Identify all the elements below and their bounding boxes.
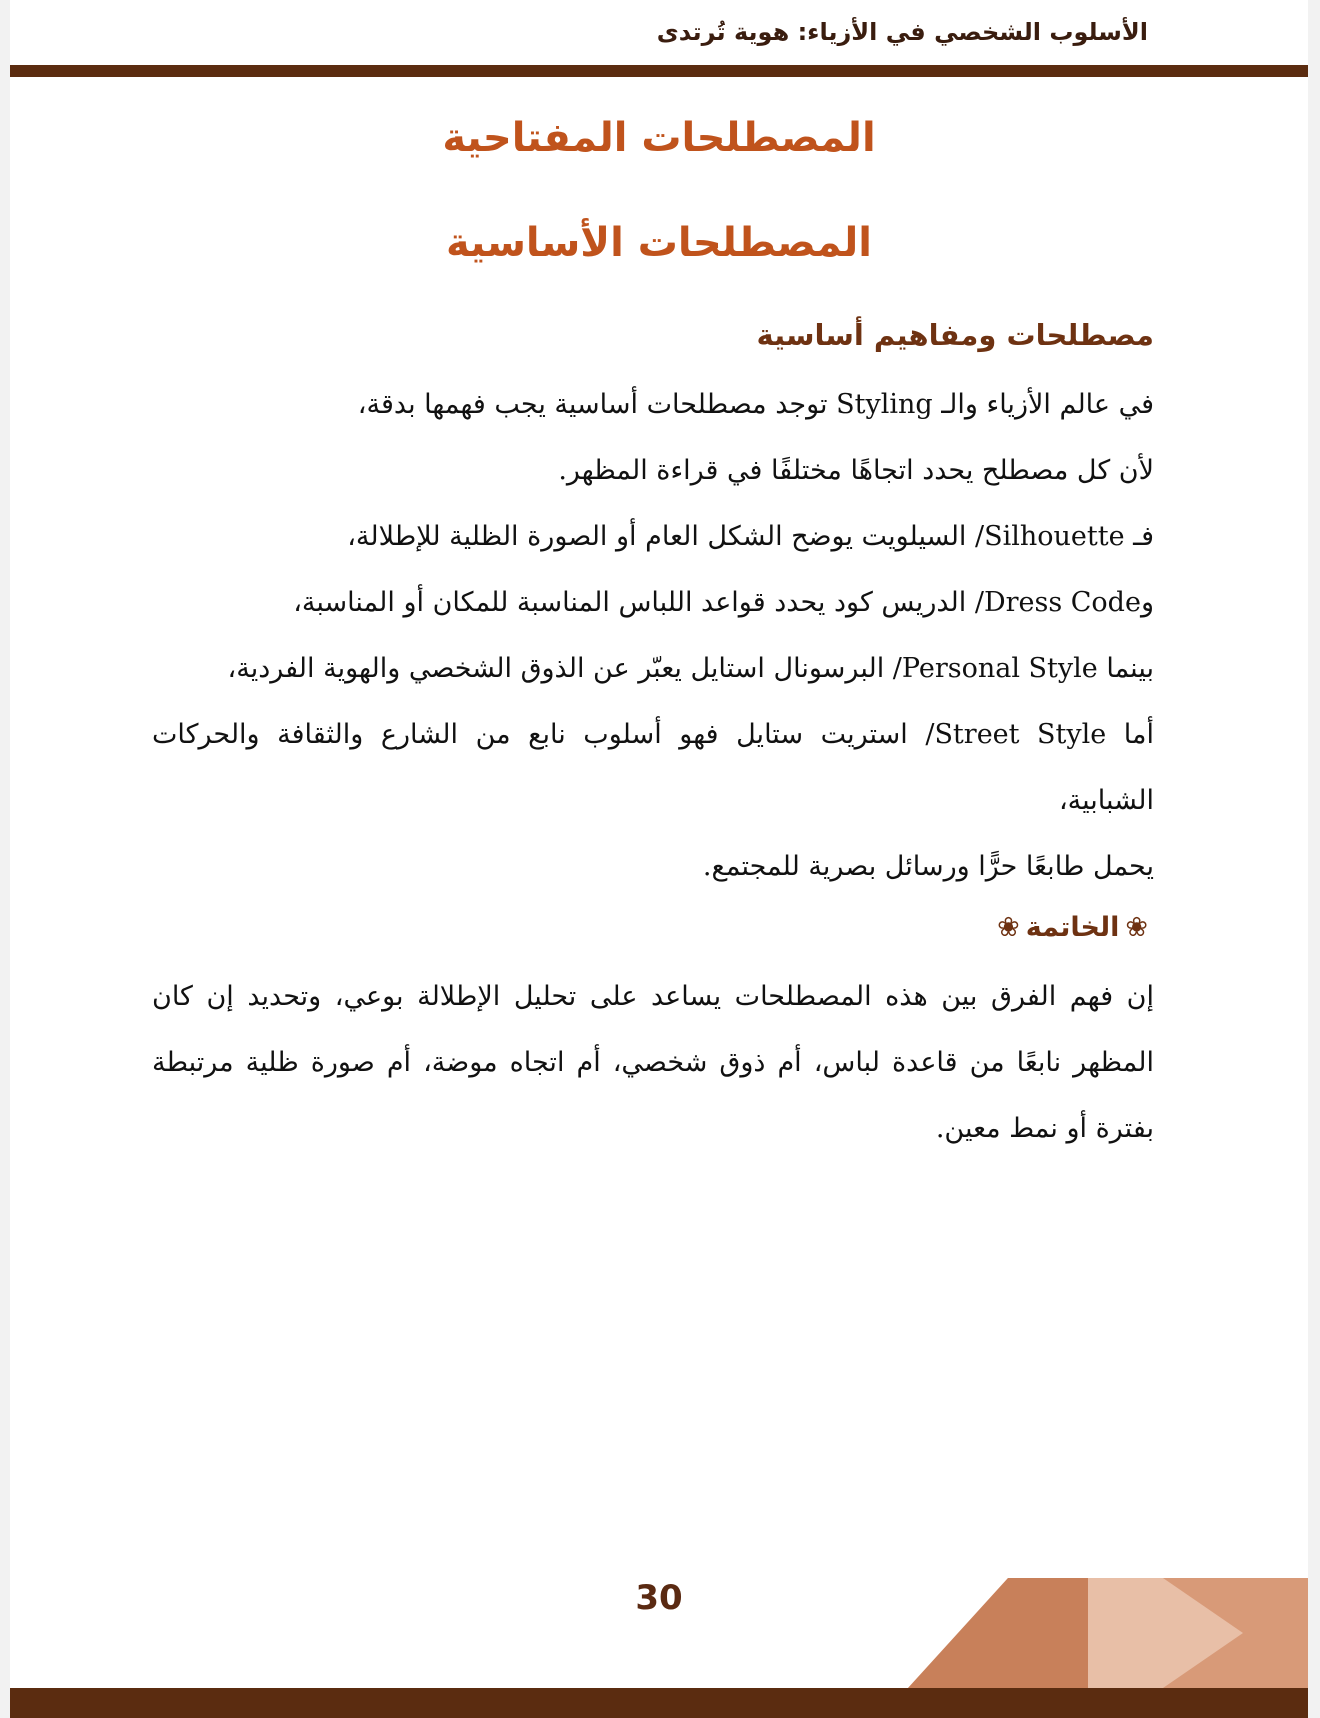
page-number: 30 [635, 1578, 683, 1618]
header-rule [10, 65, 1308, 77]
page-subtitle: المصطلحات الأساسية [446, 220, 872, 266]
paragraph-line: بينما Personal Style/ البرسونال استايل يعبّر عن الذوق الشخصي والهوية الفردية، [227, 653, 1154, 684]
running-header-title: الأسلوب الشخصي في الأزياء: هوية تُرتدى [656, 18, 1148, 46]
corner-shape-dark [908, 1578, 1088, 1688]
conclusion-paragraph [152, 964, 1154, 1162]
corner-decoration [888, 1578, 1308, 1688]
footer-rule [10, 1688, 1308, 1718]
document-page [10, 0, 1308, 1718]
paragraph-line: أما Street Style/ استريت ستايل فهو أسلوب نابع من الشارع والثقافة والحركات الشبابية، [152, 719, 1154, 816]
conclusion-heading [991, 912, 1154, 943]
conclusion-text: إن فهم الفرق بين هذه المصطلحات يساعد على تحليل الإطلالة بوعي، وتحديد إن كان المظهر نابعًا من قاعدة لباس، أم ذوق شخصي، أم اتجاه موضة، أم صورة ظلية مرتبطة بفترة أو نمط معين. [152, 981, 1154, 1144]
intro-paragraph [152, 372, 1154, 900]
page-title: المصطلحات المفتاحية [442, 115, 876, 161]
section-heading: مصطلحات ومفاهيم أساسية [756, 318, 1154, 352]
paragraph-line: في عالم الأزياء والـ Styling توجد مصطلحات أساسية يجب فهمها بدقة، [357, 389, 1154, 420]
paragraph-line: يحمل طابعًا حرًّا ورسائل بصرية للمجتمع. [702, 851, 1154, 882]
paragraph-line: وDress Code/ الدريس كود يحدد قواعد اللباس المناسبة للمكان أو المناسبة، [293, 587, 1154, 618]
flower-icon: ❀ [997, 912, 1020, 943]
paragraph-line: لأن كل مصطلح يحدد اتجاهًا مختلفًا في قراءة المظهر. [558, 455, 1154, 486]
paragraph-line: فـ Silhouette/ السيلويت يوضح الشكل العام أو الصورة الظلية للإطلالة، [347, 521, 1154, 552]
conclusion-heading-label: الخاتمة [1025, 912, 1120, 943]
flower-icon: ❀ [1125, 912, 1148, 943]
